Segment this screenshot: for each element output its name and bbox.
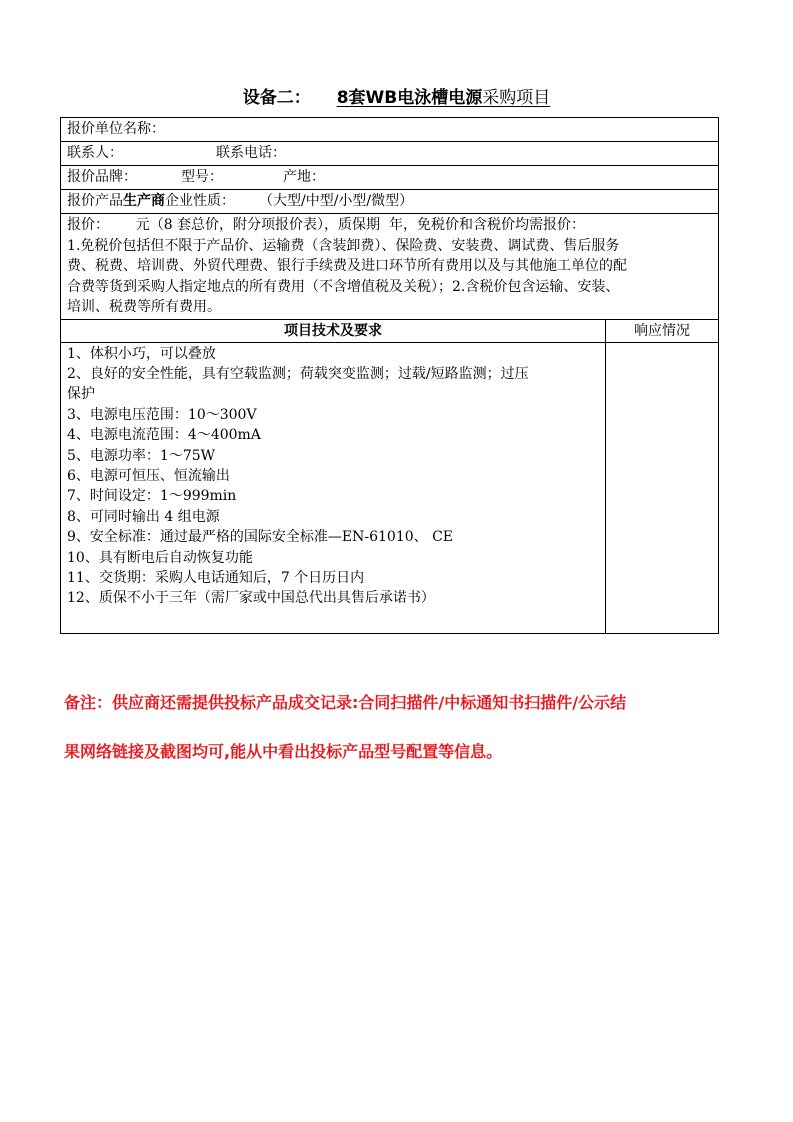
header-row xyxy=(61,319,719,342)
contact-label: 联系人： xyxy=(67,145,123,161)
page-title xyxy=(0,86,793,110)
company-name-field[interactable] xyxy=(61,118,719,142)
note-line: 备注：供应商还需提供投标产品成交记录:合同扫描件/中标通知书扫描件/公示结 xyxy=(64,693,627,712)
producer-field[interactable] xyxy=(61,190,719,214)
note-remark xyxy=(64,678,734,776)
requirement-item: 12、质保不小于三年（需厂家或中国总代出具售后承诺书） xyxy=(67,590,435,607)
requirement-item: 2、良好的安全性能，具有空载监测；荷载突变监测；过载/短路监测；过压 xyxy=(67,365,529,382)
company-name-label: 报价单位名称： xyxy=(67,121,165,137)
brand-label: 报价品牌： xyxy=(67,169,137,185)
requirement-item: 5、电源功率：1～75W xyxy=(67,447,216,464)
requirement-item: 10、具有断电后自动恢复功能 xyxy=(67,549,253,566)
requirement-item: 保护 xyxy=(67,386,95,403)
contact-row xyxy=(61,142,719,166)
title-purchase: 采购项目 xyxy=(482,88,551,108)
phone-label: 联系电话： xyxy=(216,145,286,161)
producer-row xyxy=(61,190,719,214)
brand-row xyxy=(61,166,719,190)
quotation-form-table xyxy=(60,117,719,634)
requirement-item: 7、时间设定：1～999min xyxy=(67,488,237,505)
title-label: 设备二： xyxy=(242,88,311,108)
producer-bold: 生产商 xyxy=(123,193,165,209)
price-line: 费、税费、培训费、外贸代理费、银行手续费及进口环节所有费用以及与其他施工单位的配 xyxy=(67,258,627,274)
origin-label: 产地： xyxy=(283,169,325,185)
requirement-item: 8、可同时输出 4 组电源 xyxy=(67,508,220,525)
producer-suffix: 企业性质： xyxy=(165,193,235,209)
price-row xyxy=(61,214,719,320)
response-cell[interactable] xyxy=(606,342,719,633)
requirement-item: 9、安全标准：通过最严格的国际安全标准—EN-61010、 CE xyxy=(67,529,454,546)
requirements-row xyxy=(61,342,719,633)
company-name-row xyxy=(61,118,719,142)
requirement-item: 11、交货期：采购人电话通知后，7 个日历日内 xyxy=(67,569,365,586)
producer-options: （大型/中型/小型/微型） xyxy=(259,193,414,209)
response-header: 响应情况 xyxy=(606,319,719,342)
requirements-cell xyxy=(61,342,606,633)
note-line: 果网络链接及截图均可,能从中看出投标产品型号配置等信息。 xyxy=(64,742,503,761)
price-line: 报价： 元（8 套总价，附分项报价表），质保期 年，免税价和含税价均需报价： xyxy=(67,217,585,233)
model-label: 型号： xyxy=(181,169,223,185)
brand-field[interactable] xyxy=(61,166,719,190)
requirement-item: 4、电源电流范围：4～400mA xyxy=(67,427,261,444)
producer-prefix: 报价产品 xyxy=(67,193,123,209)
title-project: 8套WB电泳槽电源采购项目 xyxy=(336,88,551,108)
price-field[interactable] xyxy=(61,214,719,320)
contact-field[interactable] xyxy=(61,142,719,166)
requirement-item: 3、电源电压范围：10～300V xyxy=(67,406,257,423)
requirements-header: 项目技术及要求 xyxy=(61,319,606,342)
requirement-item: 1、体积小巧，可以叠放 xyxy=(67,345,216,362)
price-line: 合费等货到采购人指定地点的所有费用（不含增值税及关税）；2.含税价包含运输、安装、 xyxy=(67,278,620,295)
requirement-item: 6、电源可恒压、恒流输出 xyxy=(67,467,230,484)
price-line: 培训、税费等所有费用。 xyxy=(67,299,221,315)
price-line: 1.免税价包括但不限于产品价、运输费（含装卸费）、保险费、安装费、调试费、售后服务 xyxy=(67,237,620,254)
